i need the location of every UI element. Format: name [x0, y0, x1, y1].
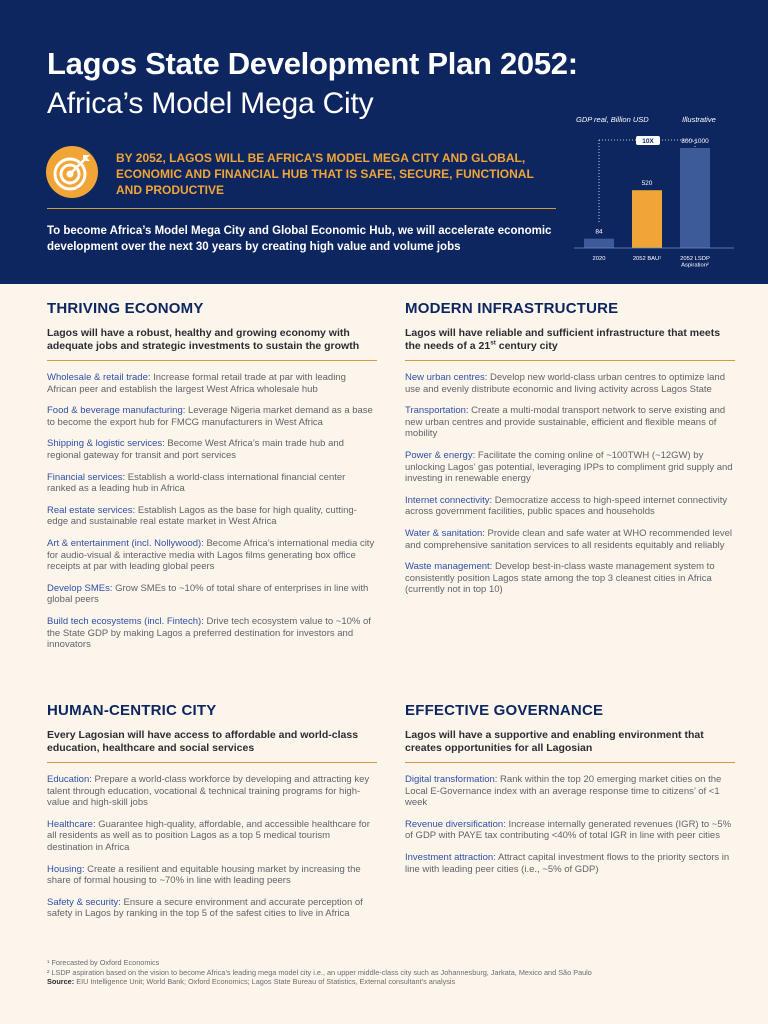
- list-item: [47, 372, 377, 395]
- list-item: [47, 616, 377, 651]
- item-text: Become West Africa’s main trade hub and regional gateway for transit and port services: [47, 438, 344, 461]
- item-text: Prepare a world-class workforce by developing and attracting key talent through education, vocational & technical training programs for high-value and high-skill jobs: [47, 774, 370, 809]
- item-text: Increase internally generated revenues (IGR) to ~5% of GDP with PAYE tax contributing <40% of total IGR in line with peer cities: [405, 818, 732, 842]
- item-label: Housing:: [47, 863, 85, 875]
- item-text: Rank within the top 20 emerging market cities on the Local E-Governance index with an average response time to citizens’ of <1 week: [405, 774, 722, 809]
- list-item: [405, 561, 735, 596]
- list-item: [405, 450, 735, 485]
- section-effective-governance: [405, 702, 735, 885]
- list-item: [47, 774, 377, 809]
- item-label: Financial services:: [47, 471, 126, 483]
- item-label: Healthcare:: [47, 818, 96, 830]
- item-text: Develop new world-class urban centres to optimize land use and evenly distribute economic and living activity across Lagos State: [405, 372, 725, 395]
- list-item: [47, 819, 377, 854]
- item-list: [47, 774, 377, 920]
- section-title: THRIVING ECONOMY: [47, 300, 204, 317]
- item-text: Attract capital investment flows to the priority sectors in line with leading peer cities (i.e., ~5% of GDP): [405, 851, 730, 875]
- item-label: New urban centres:: [405, 372, 488, 383]
- list-item: [47, 583, 377, 606]
- mission-statement: To become Africa’s Model Mega City and Global Economic Hub, we will accelerate economic development over the next 30 years by creating high value and volume jobs: [47, 225, 552, 253]
- item-text: Establish Lagos as the base for high quality, cutting-edge and sustainable real estate market in West Africa: [47, 504, 357, 528]
- item-text: Drive tech ecosystem value to ~10% of the State GDP by making Lagos a preferred destination for investors and innovators: [47, 615, 371, 651]
- section-subtitle: Lagos will have a robust, healthy and growing economy with adequate jobs and strategic investments to sustain the growth: [47, 327, 377, 361]
- item-label: Education:: [47, 774, 92, 785]
- list-item: [47, 538, 377, 573]
- gdp-chart: [570, 110, 738, 280]
- section-modern-infrastructure: [405, 300, 735, 606]
- footnote-2: ² LSDP aspiration based on the vision to become Africa’s leading mega model city i.e., an upper middle-class city such as Johannesburg, Jarkata, Mexico and São Paulo: [47, 967, 592, 977]
- page-title: Lagos State Development Plan 2052:: [47, 46, 578, 81]
- list-item: [405, 819, 735, 842]
- data-label: 800-1000: [681, 138, 709, 145]
- list-item: [47, 505, 377, 528]
- item-label: Revenue diversification:: [405, 818, 506, 830]
- item-text: Become Africa’s international media city for audio-visual & interactive media with Lagos films generating box office receipts at par with leading global peers: [47, 537, 375, 573]
- chart-note: Illustrative: [682, 115, 716, 124]
- section-subtitle: Lagos will have a supportive and enabling environment that creates opportunities for all Lagosian: [405, 729, 735, 763]
- item-list: [405, 774, 735, 875]
- list-item: [47, 472, 377, 495]
- item-label: Food & beverage manufacturing:: [47, 405, 186, 417]
- item-label: Develop SMEs:: [47, 582, 113, 594]
- item-text: Develop best-in-class waste management system to consistently position Lagos state among the top 3 cleanest cities in Africa (currently not in top 10): [405, 561, 715, 596]
- item-list: [405, 372, 735, 596]
- section-title: MODERN INFRASTRUCTURE: [405, 300, 619, 317]
- chart-title: GDP real, Billion USD: [576, 115, 649, 124]
- multiplier-label: 10X: [642, 138, 654, 145]
- header-banner: [0, 0, 768, 284]
- source-line: [47, 977, 727, 987]
- item-label: Wholesale & retail trade:: [47, 372, 151, 383]
- list-item: [47, 897, 377, 920]
- section-subtitle: Every Lagosian will have access to affordable and world-class education, healthcare and social services: [47, 729, 377, 763]
- footnotes: [47, 958, 727, 987]
- item-text: Leverage Nigeria market demand as a base to become the export hub for FMCG manufacturers in West Africa: [47, 405, 373, 428]
- item-label: Transportation:: [405, 405, 469, 417]
- item-label: Art & entertainment (incl. Nollywood):: [47, 537, 204, 549]
- item-label: Investment attraction:: [405, 851, 496, 863]
- category-label: 2020: [592, 256, 606, 262]
- list-item: [405, 372, 735, 395]
- category-label: 2052 LSDP Aspiration²: [680, 256, 710, 269]
- item-text: Provide clean and safe water at WHO recommended level and comprehensive sanitation services to all residents equitably and reliably: [405, 527, 733, 551]
- item-text: Create a resilient and equitable housing market by increasing the share of formal housing to ~70% in line with leading peers: [47, 863, 361, 887]
- footnote-1: ¹ Forecasted by Oxford Economics: [47, 958, 160, 967]
- target-icon: [46, 146, 98, 198]
- item-label: Digital transformation:: [405, 774, 498, 785]
- item-text: Increase formal retail trade at par with leading African peer and establish the largest West Africa wholesale hub: [47, 372, 346, 395]
- bar: [584, 239, 614, 248]
- item-label: Shipping & logistic services:: [47, 438, 165, 450]
- section-subtitle: Lagos will have reliable and sufficient infrastructure that meets the needs of a 21st century city: [405, 327, 735, 361]
- list-item: [405, 405, 735, 440]
- section-title: EFFECTIVE GOVERNANCE: [405, 702, 604, 719]
- item-text: Grow SMEs to ~10% of total share of enterprises in line with global peers: [47, 582, 369, 606]
- item-label: Build tech ecosystems (incl. Fintech):: [47, 615, 204, 627]
- bar: [680, 148, 710, 248]
- item-label: Internet connectivity:: [405, 494, 493, 506]
- list-item: [47, 438, 377, 461]
- list-item: [405, 852, 735, 875]
- item-text: Guarantee high-quality, affordable, and accessible healthcare for all residents as well as to position Lagos as a top 5 medical tourism destination in Africa: [47, 818, 370, 853]
- section-human-centric-city: [47, 702, 377, 930]
- section-thriving-economy: [47, 300, 377, 661]
- list-item: [405, 528, 735, 551]
- data-label: 84: [595, 228, 603, 236]
- source-text: EIU Intelligence Unit; World Bank; Oxford Economics; Lagos State Bureau of Statistics, External consultant’s analysis: [74, 977, 456, 987]
- section-title: HUMAN-CENTRIC CITY: [47, 702, 217, 719]
- item-label: Waste management:: [405, 561, 493, 573]
- list-item: [405, 774, 735, 809]
- item-label: Water & sanitation:: [405, 527, 485, 539]
- list-item: [47, 405, 377, 428]
- bar: [632, 190, 662, 248]
- list-item: [47, 864, 377, 887]
- list-item: [405, 495, 735, 518]
- item-text: Democratize access to high-speed internet connectivity across government facilities, public spaces and households: [405, 494, 728, 518]
- category-label: 2052 BAU¹: [632, 256, 662, 262]
- source-label: Source:: [47, 977, 75, 987]
- page-subtitle: Africa’s Model Mega City: [47, 87, 374, 120]
- item-list: [47, 372, 377, 651]
- item-text: Ensure a secure environment and accurate perception of safety in Lagos by ranking in the top 5 of the safest cities to live in Africa: [47, 896, 363, 920]
- data-label: 520: [641, 180, 653, 188]
- divider: [47, 208, 556, 209]
- item-label: Real estate services:: [47, 504, 136, 516]
- item-label: Safety & security:: [47, 896, 121, 908]
- item-text: Create a multi-modal transport network to serve existing and new urban centres and provide sustainable, efficient and flexible means of mobility: [405, 405, 726, 440]
- vision-statement: BY 2052, LAGOS WILL BE AFRICA’S MODEL MEGA CITY AND GLOBAL, ECONOMIC AND FINANCIAL HUB THAT IS SAFE, SECURE, FUNCTIONAL AND PRODUCTIVE: [116, 151, 534, 197]
- item-text: Facilitate the coming online of ~100TWH (~12GW) by unlocking Lagos’ gas potential, leveraging IPPs to compliment grid supply and investing in renewable energy: [405, 449, 733, 485]
- item-text: Establish a world-class international financial center ranked as a leading hub in Africa: [47, 471, 346, 495]
- item-label: Power & energy:: [405, 449, 476, 461]
